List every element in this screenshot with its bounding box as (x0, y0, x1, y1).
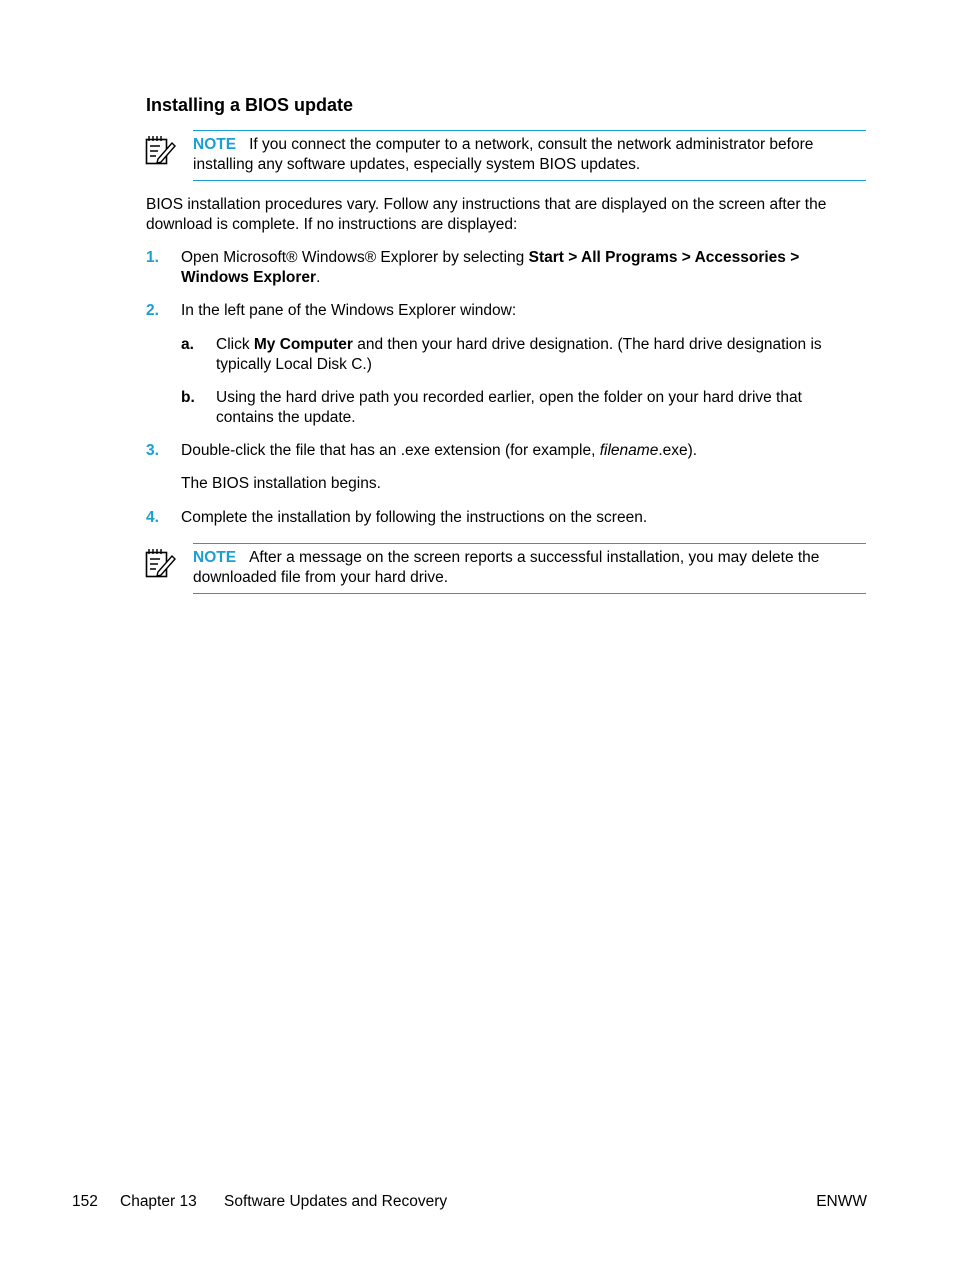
page-number: 152 (72, 1193, 98, 1210)
section-heading: Installing a BIOS update (146, 95, 354, 115)
step-4-text: Complete the installation by following the instructions on the screen. (181, 509, 648, 526)
note-label: NOTE (193, 549, 237, 566)
step-number: 1. (146, 249, 159, 266)
substep-a-text: Click My Computer and then your hard drive designation. (The hard drive designation is typically Local Disk C.) (216, 336, 822, 373)
note-text: After a message on the screen reports a successful installation, you may delete the downloaded file from your hard drive. (193, 549, 820, 586)
substep-letter: b. (181, 389, 195, 406)
substep-letter: a. (181, 336, 194, 353)
note-icon (145, 133, 177, 165)
step-1-text: Open Microsoft® Windows® Explorer by selecting Start > All Programs > Accessories > Windows Explorer. (181, 249, 800, 286)
footer-right: ENWW (816, 1193, 867, 1210)
step-3-text: Double-click the file that has an .exe extension (for example, filename.exe). (181, 442, 698, 459)
step-3-followup: The BIOS installation begins. (181, 475, 381, 492)
step-number: 2. (146, 302, 159, 319)
note-box (193, 130, 866, 181)
note-label: NOTE (193, 136, 237, 153)
intro-paragraph: BIOS installation procedures vary. Follow any instructions that are displayed on the screen after the download is complete. If no instructions are displayed: (146, 196, 827, 233)
note-box (193, 543, 866, 594)
note-icon (145, 546, 177, 578)
note-text: If you connect the computer to a network, consult the network administrator before installing any software updates, especially system BIOS updates. (193, 136, 814, 173)
substep-b-text: Using the hard drive path you recorded earlier, open the folder on your hard drive that contains the update. (216, 389, 802, 426)
footer-title: Software Updates and Recovery (224, 1193, 448, 1210)
step-number: 4. (146, 509, 159, 526)
step-2-text: In the left pane of the Windows Explorer window: (181, 302, 517, 319)
step-number: 3. (146, 442, 159, 459)
footer-chapter: Chapter 13 (120, 1193, 197, 1210)
